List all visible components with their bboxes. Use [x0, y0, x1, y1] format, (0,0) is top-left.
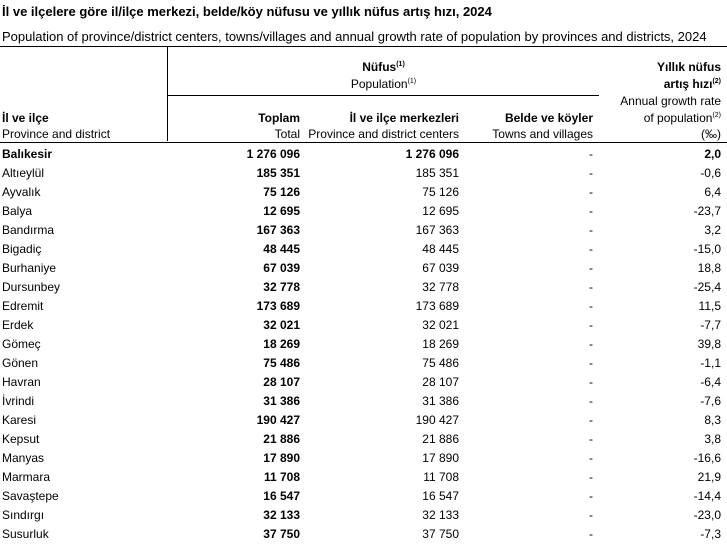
towns-population: - [589, 185, 593, 199]
towns-population: - [589, 337, 593, 351]
centers-population: 185 351 [415, 166, 459, 180]
towns-population: - [589, 166, 593, 180]
total-population: 32 021 [263, 318, 300, 332]
centers-population: 48 445 [422, 242, 459, 256]
table-row [0, 506, 727, 525]
growth-rate: -7,7 [700, 318, 721, 332]
table-row [0, 259, 727, 278]
table-body [0, 145, 727, 544]
name-header-en: Province and district [2, 127, 111, 141]
centers-population: 31 386 [422, 394, 459, 408]
total-population: 21 886 [263, 432, 300, 446]
centers-population: 21 886 [422, 432, 459, 446]
table-row [0, 221, 727, 240]
growth-rate: 39,8 [697, 337, 721, 351]
district-name: Savaştepe [2, 489, 59, 503]
district-name: Burhaniye [2, 261, 57, 275]
table-row [0, 373, 727, 392]
growth-rate: 21,9 [697, 470, 721, 484]
centers-population: 75 486 [422, 356, 459, 370]
towns-population: - [589, 261, 593, 275]
table-row [0, 392, 727, 411]
growth-rate: -16,6 [693, 451, 721, 465]
growth-rate: 18,8 [697, 261, 721, 275]
growth-rate: 11,5 [698, 299, 721, 313]
district-name: Kepsut [2, 432, 40, 446]
growth-rate: -1,1 [700, 356, 721, 370]
total-population: 31 386 [263, 394, 300, 408]
growth-rate: -7,3 [700, 527, 721, 541]
growth-rate: -6,4 [700, 375, 721, 389]
district-name: Susurluk [2, 527, 49, 541]
towns-header-tr: Belde ve köyler [504, 111, 593, 125]
table-row [0, 487, 727, 506]
table-title-english: Population of province/district centers, towns/villages and annual growth rate of population by provinces and districts, 2024 [2, 29, 707, 44]
district-name: Manyas [2, 451, 45, 465]
growth-rate: -15,0 [693, 242, 721, 256]
centers-header-en: Province and district centers [308, 127, 459, 141]
table-row [0, 411, 727, 430]
centers-population: 32 133 [422, 508, 459, 522]
table-row [0, 335, 727, 354]
towns-population: - [589, 413, 593, 427]
centers-population: 1 276 096 [405, 147, 459, 161]
district-name: Balya [2, 204, 33, 218]
centers-population: 18 269 [422, 337, 459, 351]
total-population: 48 445 [263, 242, 300, 256]
name-header-tr: İl ve ilçe [2, 111, 49, 125]
growth-rate-header-en-2: of population$^{(2)}$ [643, 111, 721, 125]
district-name: Bigadiç [2, 242, 42, 256]
centers-population: 17 890 [422, 451, 459, 465]
growth-rate: 3,2 [704, 223, 721, 237]
growth-rate-header-tr-2: artış hızı$^{(2)}$ [663, 77, 721, 91]
total-population: 17 890 [263, 451, 300, 465]
towns-population: - [589, 527, 593, 541]
district-name: Dursunbey [2, 280, 61, 294]
district-name: Gönen [2, 356, 39, 370]
growth-rate: -0,6 [700, 166, 721, 180]
total-population: 11 708 [263, 470, 300, 484]
towns-population: - [589, 470, 593, 484]
district-name: Havran [2, 375, 41, 389]
table-row [0, 525, 727, 544]
table-row [0, 202, 727, 221]
district-name: İvrindi [2, 394, 35, 408]
table-row [0, 183, 727, 202]
total-population: 190 427 [256, 413, 300, 427]
centers-population: 67 039 [422, 261, 459, 275]
growth-rate: -23,7 [693, 204, 721, 218]
centers-population: 37 750 [422, 527, 459, 541]
table-row [0, 468, 727, 487]
centers-population: 173 689 [415, 299, 459, 313]
table-row [0, 145, 727, 164]
growth-rate: 2,0 [704, 147, 721, 161]
towns-population: - [589, 318, 593, 332]
population-group-underline [168, 95, 599, 96]
total-population: 167 363 [256, 223, 300, 237]
total-population: 173 689 [256, 299, 300, 313]
table-row [0, 354, 727, 373]
centers-population: 32 778 [422, 280, 459, 294]
table-row [0, 316, 727, 335]
growth-rate: -23,0 [693, 508, 721, 522]
total-population: 16 547 [263, 489, 300, 503]
towns-population: - [589, 394, 593, 408]
centers-population: 167 363 [415, 223, 459, 237]
district-name: Ayvalık [2, 185, 41, 199]
total-header-en: Total [274, 127, 300, 141]
towns-population: - [589, 451, 593, 465]
total-population: 12 695 [263, 204, 300, 218]
total-header-tr: Toplam [258, 111, 300, 125]
centers-population: 32 021 [422, 318, 459, 332]
table-row [0, 297, 727, 316]
towns-population: - [589, 242, 593, 256]
table-row [0, 278, 727, 297]
centers-population: 190 427 [415, 413, 459, 427]
district-name: Bandırma [2, 223, 55, 237]
centers-header-tr: İl ve ilçe merkezleri [349, 111, 459, 125]
table-row [0, 449, 727, 468]
growth-rate-header-tr-1: Yıllık nüfus [656, 60, 721, 74]
centers-population: 75 126 [422, 185, 459, 199]
growth-rate: -14,4 [693, 489, 721, 503]
district-name: Balıkesir [2, 147, 53, 161]
towns-population: - [589, 432, 593, 446]
total-population: 185 351 [256, 166, 300, 180]
towns-population: - [589, 299, 593, 313]
growth-rate: 6,4 [704, 185, 721, 199]
district-name: Karesi [2, 413, 37, 427]
growth-rate: 8,3 [704, 413, 721, 427]
table-row [0, 430, 727, 449]
growth-rate-unit: (‰) [701, 127, 721, 141]
population-header-en: Population$^{(1)}$ [350, 77, 417, 91]
total-population: 67 039 [263, 261, 300, 275]
towns-header-en: Towns and villages [492, 127, 593, 141]
total-population: 75 126 [263, 185, 300, 199]
header-top-rule [0, 46, 727, 47]
total-population: 37 750 [263, 527, 300, 541]
centers-population: 16 547 [422, 489, 459, 503]
towns-population: - [589, 147, 593, 161]
district-name: Edremit [2, 299, 44, 313]
district-name: Marmara [2, 470, 51, 484]
towns-population: - [589, 280, 593, 294]
total-population: 32 133 [263, 508, 300, 522]
growth-rate: -7,6 [700, 394, 721, 408]
district-name: Sındırgı [2, 508, 45, 522]
table-row [0, 240, 727, 259]
population-header-tr: Nüfus$^{(1)}$ [362, 60, 405, 74]
table-title-turkish: İl ve ilçelere göre il/ilçe merkezi, belde/köy nüfusu ve yıllık nüfus artış hızı, 2024 [2, 4, 492, 19]
total-population: 32 778 [263, 280, 300, 294]
towns-population: - [589, 356, 593, 370]
towns-population: - [589, 508, 593, 522]
total-population: 18 269 [263, 337, 300, 351]
towns-population: - [589, 223, 593, 237]
growth-rate: 3,8 [704, 432, 721, 446]
district-name: Erdek [2, 318, 34, 332]
centers-population: 12 695 [422, 204, 459, 218]
centers-population: 28 107 [422, 375, 459, 389]
centers-population: 11 708 [423, 470, 459, 484]
district-name: Gömeç [2, 337, 41, 351]
total-population: 75 486 [263, 356, 300, 370]
total-population: 28 107 [263, 375, 300, 389]
table-row [0, 164, 727, 183]
total-population: 1 276 096 [246, 147, 300, 161]
header-bottom-rule [0, 142, 727, 143]
district-name: Altıeylül [2, 166, 45, 180]
towns-population: - [589, 204, 593, 218]
towns-population: - [589, 489, 593, 503]
growth-rate-header-en-1: Annual growth rate [620, 94, 721, 108]
towns-population: - [589, 375, 593, 389]
growth-rate: -25,4 [693, 280, 721, 294]
